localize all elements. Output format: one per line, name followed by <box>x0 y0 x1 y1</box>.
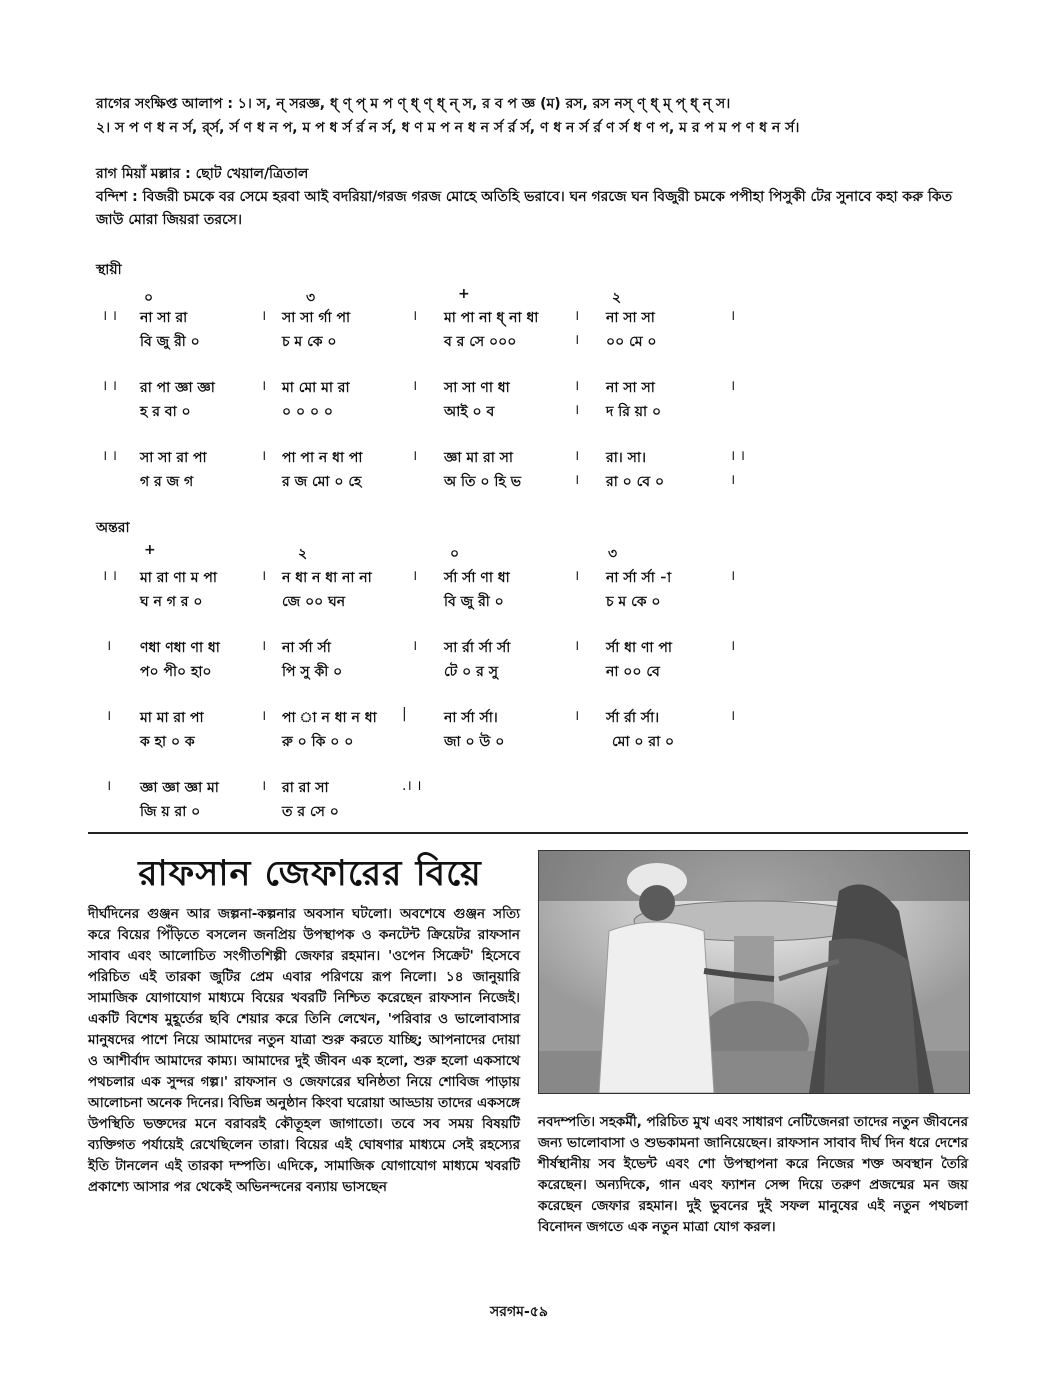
swara-cell: সা সা রা পা <box>140 450 207 466</box>
bol-cell: ০০ মে ০ <box>606 334 657 350</box>
antara-row: । ণধা ণধা ণা ধা । না র্সা র্সা । সা র্রা র্সা র্সা । র্সা ধা ণা পা । প০ পী০ হা০ পি সু কী ০ টে ০ র সু না ০০ বে <box>96 636 796 684</box>
sthayi-marker: ০ <box>144 290 154 306</box>
swara-cell: মা মা রা পা <box>140 710 204 726</box>
bol-cell: চ ম কে ০ <box>606 594 661 610</box>
swara-cell: রা। সা। <box>606 450 646 466</box>
bol-cell: জা ০ উ ০ <box>444 734 505 750</box>
antara-markers <box>96 542 796 562</box>
section-divider <box>88 832 968 834</box>
antara-row: । জ্ঞা জ্ঞা জ্ঞা মা । রা রা সা .। । জি য় রা ০ ত র সে ০ <box>96 776 796 824</box>
swara-cell: সা সা র্গা পা <box>282 310 351 326</box>
bol-cell: রা ০ বে ০ <box>606 474 665 490</box>
swara-cell: পা পা ন ধা পা <box>282 450 363 466</box>
antara-marker: ৩ <box>608 546 618 562</box>
swara-cell: না র্সা র্সা <box>282 640 331 656</box>
antara-marker: ২ <box>298 546 308 562</box>
swara-cell: সা সা ণা ধা <box>444 380 510 396</box>
bol-cell: চ ম কে ০ <box>282 334 337 350</box>
bol-cell: পি সু কী ০ <box>282 664 343 680</box>
bol-cell: আই ০ ব <box>444 404 495 420</box>
alap-line-1: রাগের সংক্ষিপ্ত আলাপ : ১। স, ন্ সরজ্ঞ, ধ্ ণ্ প্ ম প ণ্ ধ্ ণ্ ধ্ ন্ স, র ব প জ্ঞ (ম) রস, রস নস্ ণ্ ধ্ ম্ প্ ধ্ ন্ স। <box>96 96 731 112</box>
swara-cell: মা রা ণা ম পা <box>140 570 217 586</box>
bol-cell: প০ পী০ হা০ <box>140 664 212 680</box>
antara-label: অন্তরা <box>96 520 130 536</box>
bol-cell: না ০০ বে <box>606 664 660 680</box>
article-headline: রাফসান জেফারের বিয়ে <box>138 854 482 894</box>
antara-row: । মা মা রা পা । পা া ন ধা ন ধা | না র্সা র্সা। । র্সা র্রা র্সা। । ক হা ০ ক রু ০ কি ০ ০ জা ০ উ ০ মো ০ রা ০ <box>96 706 796 754</box>
alap-section <box>96 92 976 140</box>
alap-line-2: ২। স প ণ ধ ন র্স, র্র্স, র্স ণ ধ ন প, ম প ধ র্স র্র ন র্স, ধ ণ ম প ন ধ ন র্স র্র র্স, ণ ধ ন র্স র্র ণ র্স ধ ণ প, ম র প ম প ণ ধ ন র্স। <box>96 120 800 136</box>
antara-marker: ০ <box>450 546 460 562</box>
bol-cell: হ র বা ০ <box>140 404 191 420</box>
bol-cell: বি জু রী ০ <box>140 334 200 350</box>
wedding-photo-illustration <box>539 851 969 1093</box>
antara-row: । । মা রা ণা ম পা । ন ধা ন ধা না না । র্সা র্সা ণা ধা । না র্সা র্সা -া । ঘ ন গ র ০ জে ০০ ঘন বি জু রী ০ চ ম কে ০ <box>96 566 796 614</box>
bol-cell: মো ০ রা ০ <box>612 734 675 750</box>
bol-cell: ব র সে ০০০ <box>444 334 517 350</box>
bol-cell: ০ ০ ০ ০ <box>282 404 334 420</box>
swara-cell: জ্ঞা জ্ঞা জ্ঞা মা <box>140 780 219 796</box>
bol-cell: গ র জ গ <box>140 474 194 490</box>
article-body-right: নবদম্পতি। সহকর্মী, পরিচিত মুখ এবং সাধারণ নেটিজেনরা তাদের নতুন জীবনের জন্য ভালোবাসা ও শুভকামনা জানিয়েছেন। রাফসান সাবাব দীর্ঘ দিন ধরে দেশের শীর্ষস্থানীয় সব ইভেন্ট এবং শো উপস্থাপনা করে নিজের শক্ত অবস্থান তৈরি করেছেন। অন্যদিকে, গান এবং ফ্যাশন সেন্স দিয়ে তরুণ প্রজন্মের মন জয় করেছেন জেফার রহমান। দুই ভুবনের দুই সফল মানুষের এই নতুন পথচলা বিনোদন জগতে এক নতুন মাত্রা যোগ করল। <box>538 1114 968 1235</box>
sthayi-row: । । না সা রা । সা সা র্গা পা । মা পা না ধ্ না ধা । না সা সা । বি জু রী ০ চ ম কে ০ ব র সে ০০০ । ০০ মে ০ <box>96 306 796 354</box>
bol-cell: বি জু রী ০ <box>444 594 504 610</box>
sthayi-row: । । রা পা জ্ঞা জ্ঞা । মা মো মা রা । সা সা ণা ধা । না সা সা । হ র বা ০ ০ ০ ০ ০ আই ০ ব । দ রি য়া ০ <box>96 376 796 424</box>
swara-cell: ন ধা ন ধা না না <box>282 570 372 586</box>
sthayi-marker: ২ <box>612 290 622 306</box>
sthayi-row: । । সা সা রা পা । পা পা ন ধা পা । জ্ঞা মা রা সা । রা। সা। । । গ র জ গ র জ মো ০ হে অ তি ০ হি ভ । রা ০ বে ০ । <box>96 446 796 494</box>
swara-cell: রা রা সা <box>282 780 329 796</box>
swara-cell: র্সা র্সা ণা ধা <box>444 570 510 586</box>
swara-cell: রা পা জ্ঞা জ্ঞা <box>140 380 215 396</box>
swara-cell: না সা রা <box>140 310 188 326</box>
swara-cell: জ্ঞা মা রা সা <box>444 450 513 466</box>
swara-cell: মা মো মা রা <box>282 380 350 396</box>
bol-cell: ক হা ০ ক <box>140 734 195 750</box>
sthayi-marker: ৩ <box>306 290 316 306</box>
swara-cell: না সা সা <box>606 310 655 326</box>
bol-cell: ত র সে ০ <box>282 804 339 820</box>
swara-cell: পা া ন ধা ন ধা <box>282 710 377 726</box>
swara-cell: র্সা র্রা র্সা। <box>606 710 660 726</box>
bandish-text: বন্দিশ : বিজরী চমকে বর সেমে হরবা আই বদরিয়া/গরজ গরজ মোহে অতিহি ভরাবে। ঘন গরজে ঘন বিজুরী চমকে পপীহা পিসুকী টের সুনাবে কহা করু কিত জাউ মোরা জিয়রা তরসে। <box>96 189 953 228</box>
sthayi-label: স্থায়ী <box>96 262 122 278</box>
bol-cell: জি য় রা ০ <box>140 804 201 820</box>
swara-cell: না সা সা <box>606 380 655 396</box>
wedding-photo <box>538 850 970 1094</box>
swara-cell: র্সা ধা ণা পা <box>606 640 672 656</box>
article-body-left: দীর্ঘদিনের গুঞ্জন আর জল্পনা-কল্পনার অবসান ঘটলো। অবশেষে গুঞ্জন সত্যি করে বিয়ের পিঁড়িতে বসলেন জনপ্রিয় উপস্থাপক ও কনটেন্ট ক্রিয়েটর রাফসান সাবাব এবং আলোচিত সংগীতশিল্পী জেফার রহমান। 'ওপেন সিক্রেট' হিসেবে পরিচিত এই তারকা জুটির প্রেম এবার পরিণয়ে রূপ নিলো। ১৪ জানুয়ারি সামাজিক যোগাযোগ মাধ্যমে বিয়ের খবরটি নিশ্চিত করেছেন রাফসান নিজেই। একটি বিশেষ মুহূর্তের ছবি শেয়ার করে তিনি লেখেন, 'পরিবার ও ভালোবাসার মানুষদের পাশে নিয়ে আমাদের নতুন যাত্রা শুরু করতে যাচ্ছি; আপনাদের দোয়া ও আশীর্বাদ আমাদের কাম্য। আমাদের দুই জীবন এক হলো, শুরু হলো একসাথে পথচলার এক সুন্দর গল্প।' রাফসান ও জেফারের ঘনিষ্ঠতা নিয়ে শোবিজ পাড়ায় আলোচনা অনেক দিনের। বিভিন্ন অনুষ্ঠান কিংবা ঘরোয়া আড্ডায় তাদের একসঙ্গে উপস্থিতি ভক্তদের মনে বরাবরই কৌতূহল জাগাতো। তবে সব সময় বিষয়টি ব্যক্তিগত পর্যায়েই রেখেছিলেন তারা। বিয়ের এই ঘোষণার মাধ্যমে সেই রহস্যের ইতি টানলেন এই তারকা দম্পতি। এদিকে, সামাজিক যোগাযোগ মাধ্যমে খবরটি প্রকাশ্যে আসার পর থেকেই অভিনন্দনের বন্যায় ভাসছেন <box>88 906 520 1195</box>
sthayi-markers <box>96 286 796 306</box>
swara-cell: সা র্রা র্সা র্সা <box>444 640 511 656</box>
bol-cell: র জ মো ০ হে <box>282 474 362 490</box>
bol-cell: দ রি য়া ০ <box>606 404 662 420</box>
bol-cell: টে ০ র সু <box>444 664 498 680</box>
swara-cell: ণধা ণধা ণা ধা <box>140 640 220 656</box>
sthayi-marker: + <box>458 286 470 302</box>
swara-cell: না র্সা র্সা। <box>444 710 498 726</box>
bol-cell: ঘ ন গ র ০ <box>140 594 203 610</box>
bol-cell: অ তি ০ হি ভ <box>444 474 522 490</box>
bol-cell: রু ০ কি ০ ০ <box>282 734 354 750</box>
antara-marker: + <box>144 542 156 558</box>
page-number: সরগম-৫৯ <box>490 1304 548 1320</box>
swara-cell: মা পা না ধ্ না ধা <box>444 310 539 326</box>
bol-cell: জে ০০ ঘন <box>282 594 346 610</box>
swara-cell: না র্সা র্সা -া <box>606 570 672 586</box>
raag-title: রাগ মিয়াঁ মল্লার : ছোট খেয়াল/ত্রিতাল <box>96 166 309 182</box>
